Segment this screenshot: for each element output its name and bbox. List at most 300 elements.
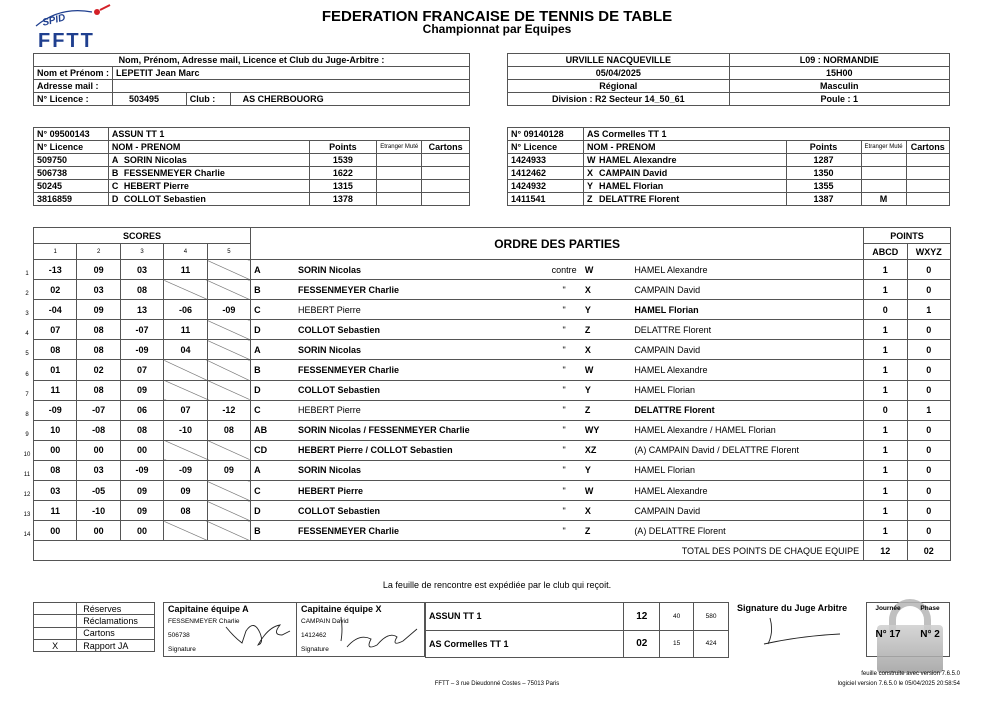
totals-label: TOTAL DES POINTS DE CHAQUE EQUIPE — [34, 541, 864, 561]
game-row — [34, 501, 951, 521]
page-subtitle: Championnat par Equipes — [422, 22, 572, 36]
team-a-header-foreign: Etranger Muté — [377, 141, 422, 154]
game-player-a: HEBERT Pierre — [295, 481, 546, 501]
game-letters-a: AB — [251, 420, 295, 440]
player-letter: C — [111, 181, 119, 191]
game-player-a: SORIN Nicolas — [295, 340, 546, 360]
player-licence: 1424933 — [508, 154, 584, 167]
player-fullname: FESSENMEYER Charlie — [123, 168, 225, 178]
game-versus: " — [546, 300, 581, 320]
game-player-a: COLLOT Sebastien — [295, 501, 546, 521]
set-score: 13 — [120, 300, 163, 320]
team-b-name: AS Cormelles TT 1 — [583, 128, 949, 141]
match-place: URVILLE NACQUEVILLE — [508, 54, 730, 67]
game-number: 5 — [25, 351, 29, 358]
set-score: 07 — [34, 320, 77, 340]
set-score — [207, 260, 250, 280]
player-name — [108, 180, 309, 193]
player-foreign — [861, 180, 906, 193]
team-a-player-row — [34, 154, 470, 167]
player-foreign — [377, 167, 422, 180]
team-a-number: N° 09500143 — [34, 128, 109, 141]
set-score: 01 — [34, 360, 77, 380]
referee-section-title: Nom, Prénom, Adresse mail, Licence et Club du Juge-Arbitre : — [34, 54, 470, 67]
set-score: 03 — [77, 460, 120, 480]
journee-value: N° 17 — [875, 629, 901, 640]
game-letters-a: A — [251, 340, 295, 360]
game-row — [34, 400, 951, 420]
game-points-b: 0 — [907, 481, 951, 501]
reservation-label: Rapport JA — [77, 639, 155, 651]
player-letter: Z — [586, 194, 593, 204]
reservation-label: Cartons — [77, 627, 155, 639]
match-date: 05/04/2025 — [508, 67, 730, 80]
set-score: 09 — [77, 300, 120, 320]
player-licence: 1411541 — [508, 193, 584, 206]
game-points-b: 0 — [907, 320, 951, 340]
game-number: 6 — [25, 371, 29, 378]
game-points-a: 1 — [864, 320, 907, 340]
set-score: -09 — [34, 400, 77, 420]
player-letter: D — [111, 194, 119, 204]
game-points-b: 0 — [907, 340, 951, 360]
team-a-table — [33, 127, 470, 206]
game-letters-b: X — [582, 280, 631, 300]
set-score: 03 — [120, 260, 163, 280]
set-score: 00 — [120, 521, 163, 541]
player-fullname: CAMPAIN David — [598, 168, 668, 178]
game-player-b: HAMEL Florian — [631, 460, 863, 480]
set-score — [207, 501, 250, 521]
set-score: 08 — [77, 340, 120, 360]
set-score: 08 — [34, 340, 77, 360]
set-score: 09 — [164, 481, 207, 501]
game-player-a: FESSENMEYER Charlie — [295, 521, 546, 541]
result-team: ASSUN TT 1 — [426, 603, 624, 631]
game-letters-a: B — [251, 280, 295, 300]
set-score: 07 — [120, 360, 163, 380]
set-number: 2 — [77, 244, 120, 260]
game-letters-b: Y — [582, 300, 631, 320]
points-wxyz-header: WXYZ — [907, 244, 951, 260]
game-points-a: 1 — [864, 460, 907, 480]
phase-value: N° 2 — [920, 629, 940, 640]
team-a-header-name: NOM - PRENOM — [108, 141, 309, 154]
player-foreign — [377, 154, 422, 167]
reservation-label: Réserves — [77, 603, 155, 615]
set-score: 09 — [120, 380, 163, 400]
player-licence: 1424932 — [508, 180, 584, 193]
set-score: 03 — [34, 481, 77, 501]
game-letters-a: C — [251, 481, 295, 501]
set-score: 07 — [164, 400, 207, 420]
referee-licence-label: N° Licence : — [34, 93, 113, 106]
game-points-a: 1 — [864, 340, 907, 360]
player-points: 1350 — [786, 167, 861, 180]
game-points-b: 1 — [907, 400, 951, 420]
set-score — [207, 360, 250, 380]
game-letters-a: A — [251, 460, 295, 480]
game-row — [34, 260, 951, 280]
reservation-mark — [34, 627, 77, 639]
set-score: 00 — [77, 521, 120, 541]
set-score: 09 — [77, 260, 120, 280]
referee-licence-value: 503495 — [113, 93, 187, 106]
team-b-header-name: NOM - PRENOM — [583, 141, 786, 154]
set-score: 09 — [120, 481, 163, 501]
game-points-a: 1 — [864, 521, 907, 541]
team-b-player-row — [508, 154, 950, 167]
result-table — [425, 602, 729, 658]
game-row — [34, 280, 951, 300]
game-number: 13 — [23, 512, 31, 519]
match-division: Division : R2 Secteur 14_50_61 — [508, 93, 730, 106]
game-number: 7 — [25, 391, 29, 398]
reservation-mark — [34, 615, 77, 627]
set-score: -04 — [34, 300, 77, 320]
match-info-table — [507, 53, 950, 106]
game-letters-a: D — [251, 380, 295, 400]
set-score: 11 — [164, 260, 207, 280]
result-row — [426, 630, 729, 658]
game-player-b: DELATTRE Florent — [631, 320, 863, 340]
team-a-player-row — [34, 167, 470, 180]
game-points-b: 0 — [907, 440, 951, 460]
captain-x-box — [296, 602, 425, 657]
game-points-b: 0 — [907, 280, 951, 300]
reservation-row — [34, 639, 155, 651]
player-cards — [422, 154, 470, 167]
match-league: L09 : NORMANDIE — [729, 54, 949, 67]
reservation-row — [34, 615, 155, 627]
player-points: 1315 — [309, 180, 377, 193]
game-letters-b: W — [582, 260, 631, 280]
game-letters-b: XZ — [582, 440, 631, 460]
reservation-row — [34, 627, 155, 639]
captain-x-title: Capitaine équipe X — [301, 604, 382, 614]
result-score: 12 — [624, 603, 660, 631]
game-letters-b: X — [582, 340, 631, 360]
game-player-b: HAMEL Alexandre — [631, 481, 863, 501]
page-title: FEDERATION FRANCAISE DE TENNIS DE TABLE — [321, 8, 673, 25]
player-name — [108, 154, 309, 167]
player-letter: X — [586, 168, 593, 178]
captain-x-licence: 1412462 — [301, 632, 327, 639]
game-points-b: 1 — [907, 300, 951, 320]
game-number: 4 — [25, 331, 29, 338]
set-score: -09 — [164, 460, 207, 480]
game-number: 1 — [25, 271, 29, 277]
game-points-a: 1 — [864, 481, 907, 501]
captain-a-licence: 506738 — [168, 632, 190, 639]
game-points-a: 1 — [864, 420, 907, 440]
game-player-b: DELATTRE Florent — [631, 400, 863, 420]
player-cards — [906, 180, 949, 193]
game-player-a: SORIN Nicolas / FESSENMEYER Charlie — [295, 420, 546, 440]
player-letter: B — [111, 168, 119, 178]
game-versus: " — [546, 460, 581, 480]
game-number: 2 — [25, 291, 29, 298]
player-cards — [422, 180, 470, 193]
game-row — [34, 340, 951, 360]
player-cards — [906, 154, 949, 167]
game-row — [34, 320, 951, 340]
game-letters-b: Y — [582, 380, 631, 400]
player-fullname: SORIN Nicolas — [123, 155, 187, 165]
captain-x-signature-label: Signature — [301, 646, 329, 653]
set-score: 08 — [77, 380, 120, 400]
game-points-b: 0 — [907, 360, 951, 380]
set-score: -13 — [34, 260, 77, 280]
referee-name-label: Nom et Prénom : — [34, 67, 113, 80]
set-score: 10 — [34, 420, 77, 440]
game-letters-b: Y — [582, 460, 631, 480]
phase-label: Phase — [920, 605, 940, 612]
game-player-a: COLLOT Sebastien — [295, 320, 546, 340]
team-b-header-foreign: Etranger Muté — [861, 141, 906, 154]
totals-team-b: 02 — [907, 541, 951, 561]
game-versus: " — [546, 340, 581, 360]
game-points-a: 1 — [864, 360, 907, 380]
player-cards — [422, 167, 470, 180]
set-score: -08 — [77, 420, 120, 440]
match-gender: Masculin — [729, 80, 949, 93]
player-fullname: HEBERT Pierre — [123, 181, 189, 191]
set-score — [164, 280, 207, 300]
player-licence: 3816859 — [34, 193, 109, 206]
game-points-a: 1 — [864, 380, 907, 400]
referee-mail-value — [113, 80, 470, 93]
player-licence: 506738 — [34, 167, 109, 180]
set-score: -07 — [77, 400, 120, 420]
game-points-b: 0 — [907, 380, 951, 400]
result-value-1: 15 — [660, 630, 694, 658]
captain-a-signature — [224, 613, 294, 653]
set-score: -09 — [120, 460, 163, 480]
totals-team-a: 12 — [864, 541, 907, 561]
player-letter: W — [586, 155, 596, 165]
logo-fftt-text: FFTT — [38, 30, 95, 50]
game-points-b: 0 — [907, 521, 951, 541]
set-score: 02 — [77, 360, 120, 380]
set-score — [207, 380, 250, 400]
set-score — [207, 320, 250, 340]
set-score: 08 — [120, 280, 163, 300]
player-name — [108, 167, 309, 180]
game-points-b: 0 — [907, 260, 951, 280]
set-score: 06 — [120, 400, 163, 420]
game-versus: " — [546, 521, 581, 541]
player-points: 1622 — [309, 167, 377, 180]
player-points: 1378 — [309, 193, 377, 206]
player-points: 1539 — [309, 154, 377, 167]
game-player-b: HAMEL Alexandre / HAMEL Florian — [631, 420, 863, 440]
set-score — [207, 340, 250, 360]
points-abcd-header: ABCD — [864, 244, 907, 260]
player-points: 1287 — [786, 154, 861, 167]
dispatch-notice: La feuille de rencontre est expédiée par le club qui reçoit. — [382, 580, 612, 590]
result-value-1: 40 — [660, 603, 694, 631]
team-a-player-row — [34, 180, 470, 193]
game-player-a: HEBERT Pierre — [295, 400, 546, 420]
player-licence: 1412462 — [508, 167, 584, 180]
player-foreign — [861, 167, 906, 180]
game-points-a: 0 — [864, 400, 907, 420]
order-header: ORDRE DES PARTIES — [251, 228, 864, 260]
game-letters-b: Z — [582, 400, 631, 420]
player-name — [583, 193, 786, 206]
referee-club-value: AS CHERBOUORG — [230, 93, 469, 106]
set-number: 4 — [164, 244, 207, 260]
set-score: 00 — [120, 440, 163, 460]
referee-name-value: LEPETIT Jean Marc — [113, 67, 470, 80]
game-letters-a: B — [251, 360, 295, 380]
game-versus: " — [546, 400, 581, 420]
game-player-b: CAMPAIN David — [631, 501, 863, 521]
player-licence: 509750 — [34, 154, 109, 167]
game-points-b: 0 — [907, 420, 951, 440]
game-number: 8 — [25, 411, 29, 418]
points-header: POINTS — [864, 228, 951, 244]
team-a-header-licence: N° Licence — [34, 141, 109, 154]
game-letters-a: A — [251, 260, 295, 280]
captain-x-name: CAMPAIN David — [301, 618, 349, 625]
game-player-a: HEBERT Pierre — [295, 300, 546, 320]
game-player-b: (A) CAMPAIN David / DELATTRE Florent — [631, 440, 863, 460]
team-b-header-licence: N° Licence — [508, 141, 584, 154]
set-score: 00 — [77, 440, 120, 460]
games-table — [33, 227, 951, 561]
journee-label: Journée — [875, 605, 901, 612]
game-versus: " — [546, 481, 581, 501]
game-letters-a: CD — [251, 440, 295, 460]
game-letters-b: X — [582, 501, 631, 521]
game-row — [34, 360, 951, 380]
result-team: AS Cormelles TT 1 — [426, 630, 624, 658]
set-score: -09 — [120, 340, 163, 360]
game-versus: " — [546, 280, 581, 300]
set-score: 04 — [164, 340, 207, 360]
set-score — [207, 440, 250, 460]
game-versus: " — [546, 440, 581, 460]
result-value-2: 424 — [694, 630, 729, 658]
game-number: 14 — [23, 532, 31, 539]
team-b-number: N° 09140128 — [508, 128, 584, 141]
player-fullname: DELATTRE Florent — [598, 194, 680, 204]
reservation-mark: X — [34, 639, 77, 651]
game-row — [34, 481, 951, 501]
referee-table — [33, 53, 470, 106]
game-versus: " — [546, 380, 581, 400]
game-row — [34, 300, 951, 320]
captain-a-signature-label: Signature — [168, 646, 196, 653]
game-letters-a: B — [251, 521, 295, 541]
set-score: -07 — [120, 320, 163, 340]
game-player-b: HAMEL Florian — [631, 380, 863, 400]
game-letters-a: C — [251, 300, 295, 320]
set-score: 02 — [34, 280, 77, 300]
game-player-a: SORIN Nicolas — [295, 460, 546, 480]
captain-a-title: Capitaine équipe A — [168, 604, 249, 614]
game-versus: " — [546, 320, 581, 340]
game-player-b: HAMEL Alexandre — [631, 260, 863, 280]
team-a-header-cards: Cartons — [422, 141, 470, 154]
player-letter: Y — [586, 181, 593, 191]
player-foreign: M — [861, 193, 906, 206]
player-cards — [906, 193, 949, 206]
set-score: 09 — [207, 460, 250, 480]
set-score: -10 — [77, 501, 120, 521]
game-number: 10 — [23, 451, 31, 458]
set-score: 11 — [34, 380, 77, 400]
game-player-b: CAMPAIN David — [631, 340, 863, 360]
set-score: 08 — [120, 420, 163, 440]
player-fullname: HAMEL Alexandre — [598, 155, 677, 165]
team-b-header-points: Points — [786, 141, 861, 154]
set-number: 1 — [34, 244, 77, 260]
set-score: 03 — [77, 280, 120, 300]
game-player-b: CAMPAIN David — [631, 280, 863, 300]
player-cards — [906, 167, 949, 180]
game-points-a: 1 — [864, 260, 907, 280]
referee-mail-label: Adresse mail : — [34, 80, 113, 93]
set-score — [164, 440, 207, 460]
fftt-logo — [30, 4, 120, 50]
set-score: 08 — [77, 320, 120, 340]
game-row — [34, 380, 951, 400]
game-player-a: FESSENMEYER Charlie — [295, 280, 546, 300]
game-letters-a: C — [251, 400, 295, 420]
game-number: 3 — [25, 311, 29, 318]
game-player-a: FESSENMEYER Charlie — [295, 360, 546, 380]
team-b-player-row — [508, 180, 950, 193]
set-score — [207, 481, 250, 501]
game-player-a: SORIN Nicolas — [295, 260, 546, 280]
captain-a-name: FESSENMEYER Charlie — [168, 618, 240, 625]
game-player-a: HEBERT Pierre / COLLOT Sebastien — [295, 440, 546, 460]
set-score — [164, 380, 207, 400]
set-score: -09 — [207, 300, 250, 320]
set-score: 11 — [34, 501, 77, 521]
game-player-b: (A) DELATTRE Florent — [631, 521, 863, 541]
team-b-player-row — [508, 193, 950, 206]
team-a-name: ASSUN TT 1 — [108, 128, 469, 141]
scores-header: SCORES — [34, 228, 251, 244]
player-cards — [422, 193, 470, 206]
team-b-table — [507, 127, 950, 206]
set-score: 08 — [34, 460, 77, 480]
player-letter: A — [111, 155, 119, 165]
footer-address: FFTT – 3 rue Dieudonné Costes – 75013 Paris — [434, 681, 560, 687]
game-number: 9 — [25, 431, 29, 438]
result-row — [426, 603, 729, 631]
match-level: Régional — [508, 80, 730, 93]
set-score — [164, 360, 207, 380]
game-letters-b: Z — [582, 521, 631, 541]
journee-phase-box — [866, 602, 950, 657]
team-a-player-row — [34, 193, 470, 206]
game-points-a: 1 — [864, 501, 907, 521]
set-score — [207, 521, 250, 541]
referee-club-label: Club : — [186, 93, 230, 106]
set-score: 00 — [34, 440, 77, 460]
set-score: -10 — [164, 420, 207, 440]
game-letters-a: D — [251, 501, 295, 521]
game-row — [34, 521, 951, 541]
game-points-b: 0 — [907, 460, 951, 480]
game-letters-b: Z — [582, 320, 631, 340]
team-a-header-points: Points — [309, 141, 377, 154]
